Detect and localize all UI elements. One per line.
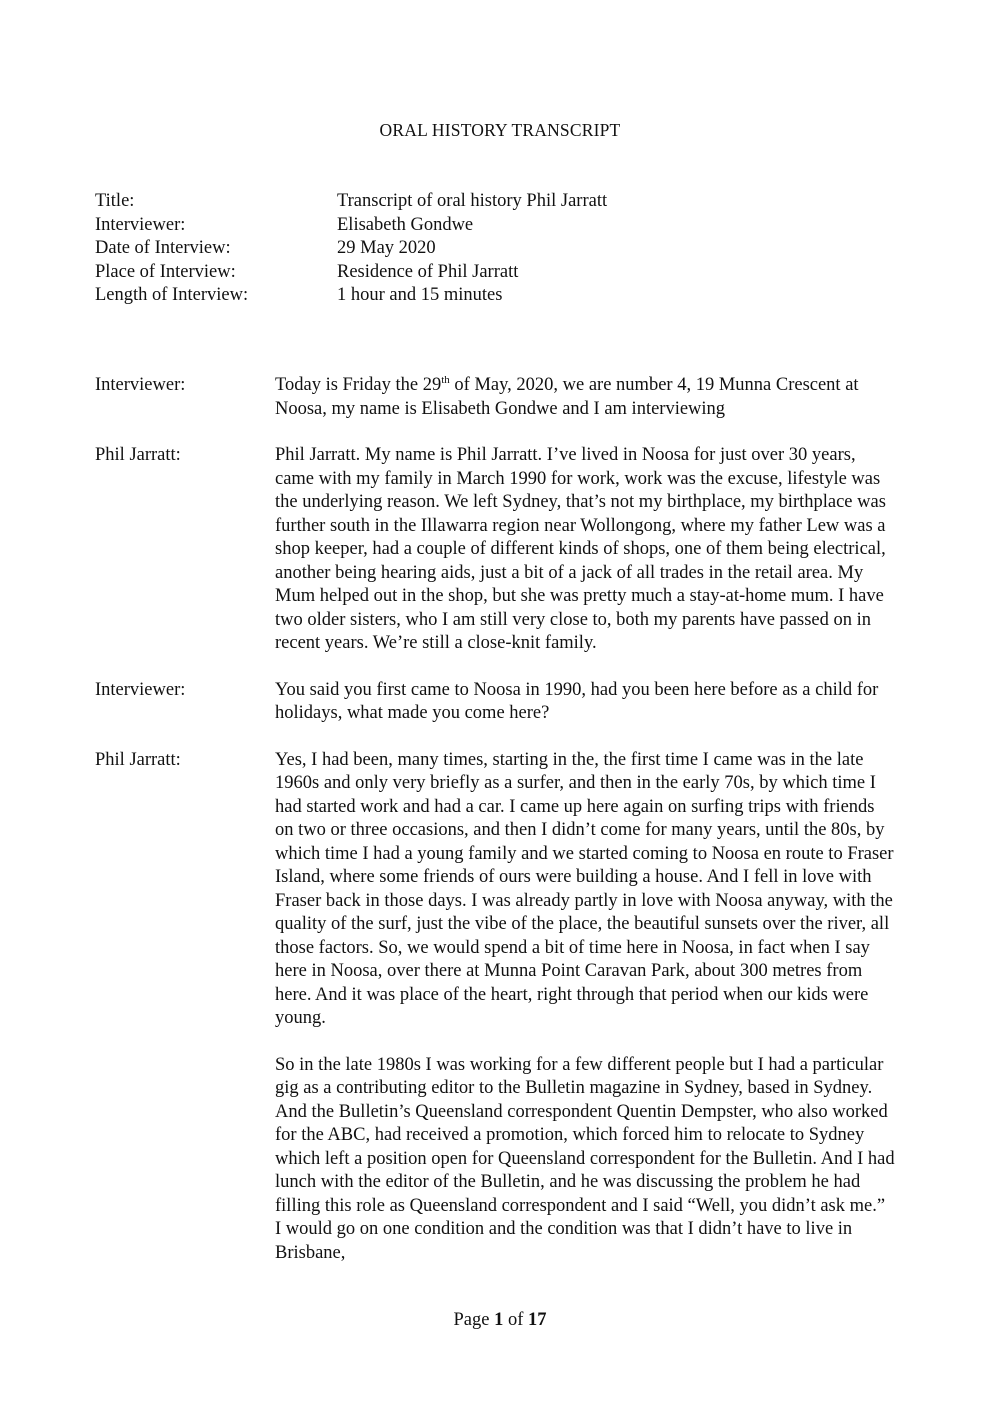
speech-paragraph: You said you first came to Noosa in 1990, had you been here before as a child for holidays, what made you come here?: [275, 679, 879, 723]
metadata-label: Date of Interview:: [95, 238, 231, 258]
metadata-row-length: [95, 284, 607, 308]
speech-text: [275, 444, 895, 656]
total-page-count: 17: [528, 1310, 547, 1330]
metadata-label: Title:: [95, 191, 135, 211]
speech-text-segment: Today is Friday the 29: [275, 375, 442, 395]
transcript-entry: [95, 374, 915, 421]
transcript-body: [95, 374, 915, 1288]
metadata-value: 29 May 2020: [337, 238, 436, 258]
speaker-label: Phil Jarratt:: [95, 749, 181, 770]
metadata-label: Length of Interview:: [95, 285, 249, 305]
speaker-label: Interviewer:: [95, 679, 186, 700]
metadata-row-title: [95, 190, 607, 214]
metadata-label: Interviewer:: [95, 214, 186, 235]
transcript-entry: [95, 679, 915, 726]
speaker-label: Phil Jarratt:: [95, 445, 181, 465]
metadata-row-place: [95, 261, 607, 285]
current-page-number: 1: [494, 1310, 504, 1330]
page-word: Page: [453, 1310, 490, 1330]
metadata-row-date: [95, 237, 607, 261]
metadata-label: Place of Interview:: [95, 261, 236, 282]
speech-text-segment: of May, 2020, we are number 4, 19 Munna Crescent at Noosa, my name is Elisabeth Gondwe and I am interviewing: [275, 375, 859, 419]
speech-paragraph: Phil Jarratt. My name is Phil Jarratt. I’ve lived in Noosa for just over 30 years, came with my family in March 1990 for work, work was the excuse, lifestyle was the underlying reason. We left Sydney, that’s not my birthplace, my birthplace was further south in the Illawarra region near Wollongong, where my father Lew was a shop keeper, had a couple of different kinds of shops, one of them being electrical, another being hearing aids, just a bit of a jack of all trades in the retail area. My Mum helped out in the shop, but she was pretty much a stay-at-home mum. I have two older sisters, who I am still very close to, both my parents have passed on in recent years. We’re still a close-knit family.: [275, 445, 886, 653]
speech-text: [275, 749, 895, 1266]
document-title: ORAL HISTORY TRANSCRIPT: [379, 120, 621, 140]
metadata-value: Elisabeth Gondwe: [337, 214, 474, 235]
speaker-label: Interviewer:: [95, 375, 186, 395]
speech-paragraph: [275, 374, 895, 421]
transcript-entry: [95, 749, 915, 1266]
of-word: of: [507, 1310, 524, 1330]
ordinal-suffix: th: [441, 374, 450, 386]
metadata-value: 1 hour and 15 minutes: [337, 285, 503, 305]
metadata-value: Transcript of oral history Phil Jarratt: [337, 191, 608, 211]
speech-paragraph: Yes, I had been, many times, starting in the, the first time I came was in the late 1960s and only very briefly as a surfer, and then in the early 70s, by which time I had started work and had a car. I came up here again on surfing trips with friends on two or three occasions, and then I didn’t come for many years, until the 80s, by which time I had a young family and we started coming to Noosa en route to Fraser Island, where some friends of ours were building a house. And I fell in love with Fraser back in those days. I was already partly in love with Noosa anyway, with the quality of the surf, just the vibe of the place, the beautiful sunsets over the river, all those factors. So, we would spend a bit of time here in Noosa, in fact when I say here in Noosa, over there at Munna Point Caravan Park, about 300 metres from here. And it was place of the heart, right through that period when our kids were young.: [275, 749, 894, 1028]
metadata-value: Residence of Phil Jarratt: [337, 261, 519, 282]
speech-paragraph: So in the late 1980s I was working for a few different people but I had a particular gig as a contributing editor to the Bulletin magazine in Sydney, based in Sydney. And the Bulletin’s Queensland correspondent Quentin Dempster, who also worked for the ABC, had received a promotion, which forced him to relocate to Sydney which left a position open for Queensland correspondent for the Bulletin. And I had lunch with the editor of the Bulletin, and he was discussing the problem he had filling this role as Queensland correspondent and I said “Well, you didn’t ask me.” I would go on one condition and the condition was that I didn’t have to live in Brisbane,: [275, 1054, 895, 1263]
speech-text: [275, 679, 895, 726]
page-number-footer: [0, 1310, 1000, 1331]
interview-metadata: [95, 190, 607, 308]
transcript-entry: [95, 444, 915, 656]
metadata-row-interviewer: [95, 214, 607, 238]
speech-text: [275, 374, 895, 421]
